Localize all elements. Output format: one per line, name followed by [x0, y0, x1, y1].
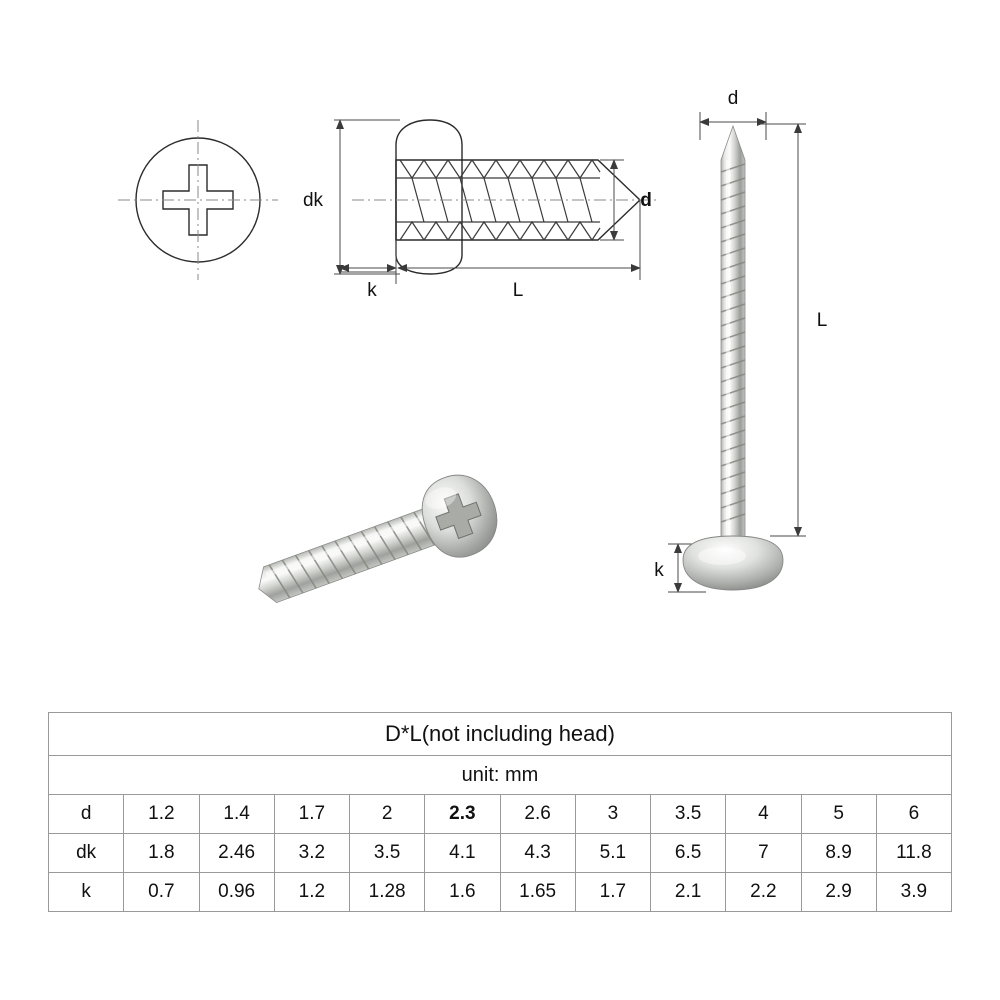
cell-k-9: 2.9 — [801, 873, 876, 912]
cell-d-9: 5 — [801, 795, 876, 834]
table-row — [49, 834, 952, 873]
dim-label-dk: dk — [302, 190, 324, 211]
table-row — [49, 795, 952, 834]
cell-k-8: 2.2 — [726, 873, 801, 912]
table-title-row — [49, 713, 952, 756]
cell-d-4: 2.3 — [425, 795, 500, 834]
cell-dk-3: 3.5 — [350, 834, 425, 873]
dim-label-d-top: d — [727, 88, 739, 109]
dim-label-L-side: L — [512, 280, 524, 301]
cell-dk-1: 2.46 — [199, 834, 274, 873]
cell-k-0: 0.7 — [124, 873, 199, 912]
cell-k-3: 1.28 — [350, 873, 425, 912]
table-row — [49, 873, 952, 912]
table-title: D*L(not including head) — [49, 713, 952, 756]
cell-d-5: 2.6 — [500, 795, 575, 834]
cell-d-8: 4 — [726, 795, 801, 834]
table-unit: unit: mm — [49, 756, 952, 795]
row-header-dk: dk — [49, 834, 124, 873]
cell-dk-2: 3.2 — [274, 834, 349, 873]
cell-k-4: 1.6 — [425, 873, 500, 912]
dim-label-L-vertical: L — [816, 310, 828, 331]
dim-label-k-vertical: k — [654, 560, 664, 581]
cell-k-10: 3.9 — [876, 873, 951, 912]
cell-dk-4: 4.1 — [425, 834, 500, 873]
cell-k-7: 2.1 — [651, 873, 726, 912]
cell-d-0: 1.2 — [124, 795, 199, 834]
diagonal-screw-photo — [245, 465, 508, 628]
cell-dk-8: 7 — [726, 834, 801, 873]
cell-d-3: 2 — [350, 795, 425, 834]
spec-table-container — [48, 712, 952, 912]
row-header-d: d — [49, 795, 124, 834]
cell-k-5: 1.65 — [500, 873, 575, 912]
cell-k-1: 0.96 — [199, 873, 274, 912]
cell-k-6: 1.7 — [575, 873, 650, 912]
cell-dk-9: 8.9 — [801, 834, 876, 873]
table-unit-row — [49, 756, 952, 795]
cell-dk-10: 11.8 — [876, 834, 951, 873]
dim-label-k-side: k — [367, 280, 377, 301]
cell-dk-0: 1.8 — [124, 834, 199, 873]
vertical-screw-photo — [683, 126, 783, 590]
cell-d-2: 1.7 — [274, 795, 349, 834]
cell-d-6: 3 — [575, 795, 650, 834]
cell-k-2: 1.2 — [274, 873, 349, 912]
cell-d-7: 3.5 — [651, 795, 726, 834]
top-view-head — [118, 120, 278, 280]
cell-dk-7: 6.5 — [651, 834, 726, 873]
cell-d-10: 6 — [876, 795, 951, 834]
cell-dk-6: 5.1 — [575, 834, 650, 873]
dim-label-d-side: d — [640, 190, 652, 211]
side-view-screw — [303, 120, 660, 301]
cell-d-1: 1.4 — [199, 795, 274, 834]
row-header-k: k — [49, 873, 124, 912]
spec-table — [48, 712, 952, 912]
cell-dk-5: 4.3 — [500, 834, 575, 873]
